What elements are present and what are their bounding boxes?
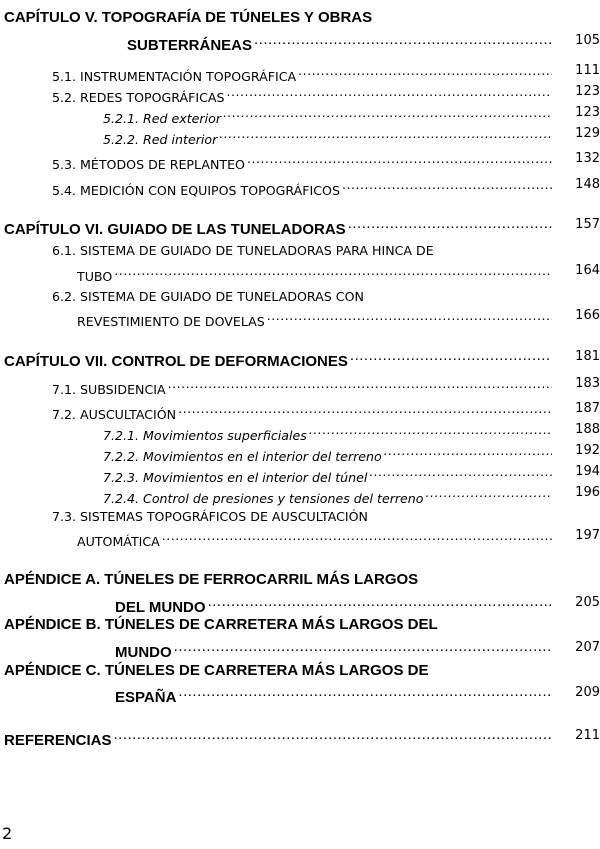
leader-dots: [114, 725, 552, 745]
chapter-5-page: 105: [575, 33, 600, 48]
leader-dots: [267, 306, 552, 326]
leader-dots: [369, 462, 552, 482]
chapter-7-title-text: CAPÍTULO VII. CONTROL DE DEFORMACIONES: [4, 353, 348, 370]
toc-subentry: [103, 124, 552, 150]
leader-dots: [348, 214, 552, 234]
leader-dots: [174, 637, 552, 657]
toc-entry: [77, 526, 552, 552]
appendix-c-title-line1: APÉNDICE C. TÚNELES DE CARRETERA MÁS LARGOS DE: [4, 662, 429, 679]
leader-dots: [247, 149, 552, 169]
chapter-5-title-text: SUBTERRÁNEAS: [127, 37, 253, 54]
references-title: [4, 725, 552, 751]
leader-dots: [254, 30, 552, 50]
appendix-c-title-text: ESPAÑA: [115, 689, 177, 706]
toc-entry-page: 111: [575, 63, 600, 78]
toc-entry-page: 187: [575, 401, 600, 416]
toc-subentry-page: 192: [575, 443, 600, 458]
toc-entry-label: 5.4. MEDICIÓN CON EQUIPOS TOPOGRÁFICOS: [52, 183, 340, 198]
toc-entry-label: 7.1. SUBSIDENCIA: [52, 382, 166, 397]
appendix-a-page: 205: [575, 595, 600, 610]
toc-entry-label: 5.2. REDES TOPOGRÁFICAS: [52, 90, 225, 105]
toc-subentry: [103, 483, 552, 509]
leader-dots: [162, 526, 552, 546]
appendix-a-title-line1: APÉNDICE A. TÚNELES DE FERROCARRIL MÁS LARGOS: [4, 571, 419, 588]
toc-entry: [52, 374, 552, 400]
toc-entry-line1: 7.3. SISTEMAS TOPOGRÁFICOS DE AUSCULTACIÓN: [52, 509, 368, 524]
leader-dots: [309, 420, 552, 440]
leader-dots: [226, 82, 552, 102]
page-number: 2: [2, 824, 13, 843]
leader-dots: [342, 175, 552, 195]
chapter-6-page: 157: [575, 217, 600, 232]
leader-dots: [350, 346, 552, 366]
leader-dots: [425, 483, 552, 503]
toc-entry-label: 7.2. AUSCULTACIÓN: [52, 407, 177, 422]
chapter-7-page: 181: [575, 349, 600, 364]
toc-subentry-page: 123: [575, 105, 600, 120]
toc-entry-page: 166: [575, 308, 600, 323]
toc-entry-page: 148: [575, 177, 600, 192]
toc-entry-label: REVESTIMIENTO DE DOVELAS: [77, 314, 265, 329]
leader-dots: [219, 124, 552, 144]
toc-entry-label: 5.3. MÉTODOS DE REPLANTEO: [52, 157, 245, 172]
toc-subentry-label: 7.2.1. Movimientos superficiales: [103, 428, 307, 443]
appendix-a-title-text: DEL MUNDO: [115, 599, 206, 616]
leader-dots: [384, 441, 552, 461]
leader-dots: [223, 103, 552, 123]
toc-subentry-page: 196: [575, 485, 600, 500]
appendix-b-page: 207: [575, 640, 600, 655]
toc-entry: [52, 149, 552, 175]
toc-subentry-label: 7.2.3. Movimientos en el interior del túnel: [103, 470, 368, 485]
leader-dots: [298, 61, 552, 81]
leader-dots: [178, 682, 552, 702]
appendix-c-title-line2: [115, 682, 552, 708]
toc-subentry-label: 7.2.2. Movimientos en el interior del terreno: [103, 449, 382, 464]
toc-entry-page: 183: [575, 376, 600, 391]
toc-subentry-label: 7.2.4. Control de presiones y tensiones del terreno: [103, 491, 424, 506]
appendix-c-page: 209: [575, 685, 600, 700]
toc-entry-line1: 6.1. SISTEMA DE GUIADO DE TUNELADORAS PARA HINCA DE: [52, 243, 434, 258]
toc-entry-page: 197: [575, 528, 600, 543]
toc-entry-label: TUBO: [77, 269, 113, 284]
appendix-b-title-line2: [115, 637, 552, 663]
chapter-5-title-line2: [127, 30, 552, 56]
leader-dots: [178, 399, 552, 419]
chapter-6-title-text: CAPÍTULO VI. GUIADO DE LAS TUNELADORAS: [4, 221, 346, 238]
appendix-b-title-line1: APÉNDICE B. TÚNELES DE CARRETERA MÁS LARGOS DEL: [4, 616, 438, 633]
leader-dots: [208, 592, 552, 612]
toc-entry-page: 123: [575, 84, 600, 99]
appendix-b-title-text: MUNDO: [115, 644, 172, 661]
references-title-text: REFERENCIAS: [4, 732, 112, 749]
toc-subentry-label: 5.2.1. Red exterior: [103, 111, 221, 126]
toc-entry: [77, 306, 552, 332]
chapter-6-title: [4, 214, 552, 240]
toc-entry: [77, 261, 552, 287]
toc-subentry-page: 129: [575, 126, 600, 141]
toc-subentry-label: 5.2.2. Red interior: [103, 132, 218, 147]
references-page: 211: [575, 728, 600, 743]
toc-entry-label: AUTOMÁTICA: [77, 534, 160, 549]
chapter-5-title-line1: CAPÍTULO V. TOPOGRAFÍA DE TÚNELES Y OBRAS: [4, 9, 373, 26]
leader-dots: [168, 374, 552, 394]
toc-entry: [52, 175, 552, 201]
toc-entry-page: 164: [575, 263, 600, 278]
toc-subentry-page: 188: [575, 422, 600, 437]
leader-dots: [114, 261, 552, 281]
toc-entry-page: 132: [575, 151, 600, 166]
chapter-7-title: [4, 346, 552, 372]
toc-entry-label: 5.1. INSTRUMENTACIÓN TOPOGRÁFICA: [52, 69, 297, 84]
toc-entry-line1: 6.2. SISTEMA DE GUIADO DE TUNELADORAS CON: [52, 289, 364, 304]
toc-subentry-page: 194: [575, 464, 600, 479]
